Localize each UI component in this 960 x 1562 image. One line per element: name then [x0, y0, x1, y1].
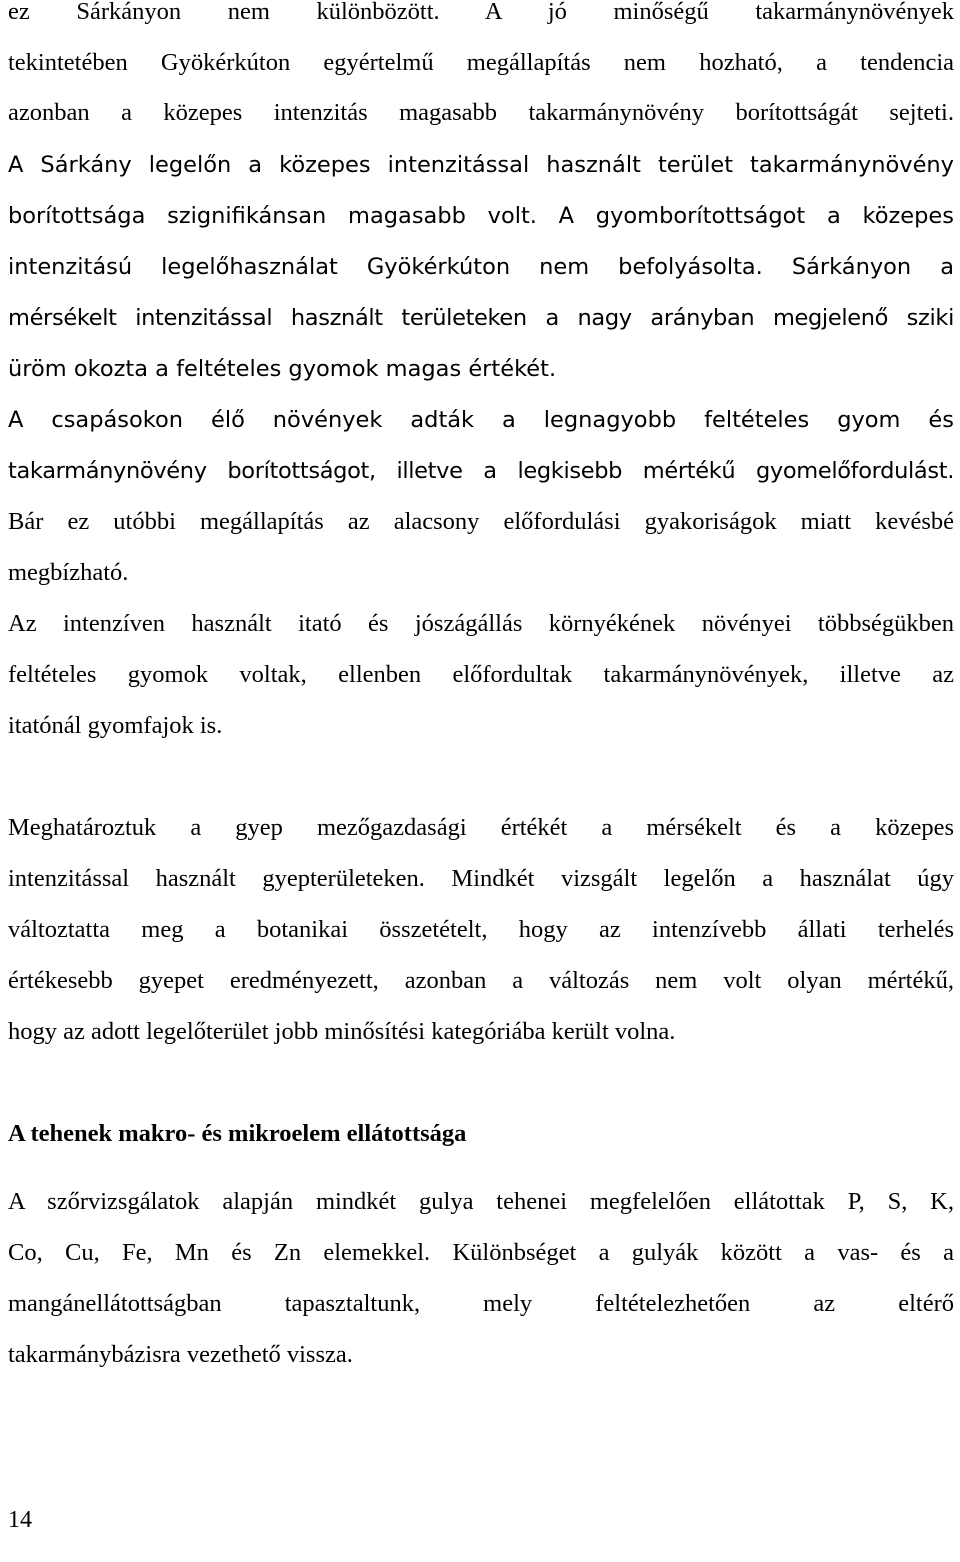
- paragraph-line: A csapásokon élő növények adták a legnagyobb feltételes gyom és: [8, 407, 954, 433]
- paragraph-line: feltételes gyomok voltak, ellenben előfordultak takarmánynövények, illetve az: [8, 661, 954, 688]
- paragraph-line: Az intenzíven használt itató és jószágállás környékének növényei többségükben: [8, 610, 954, 637]
- page-number: 14: [8, 1507, 32, 1533]
- paragraph-line: azonban a közepes intenzitás magasabb takarmánynövény borítottságát sejteti.: [8, 99, 954, 126]
- paragraph-line: takarmánybázisra vezethető vissza.: [8, 1341, 353, 1368]
- paragraph-line: Meghatároztuk a gyep mezőgazdasági értékét a mérsékelt és a közepes: [8, 814, 954, 841]
- paragraph-line: ez Sárkányon nem különbözött. A jó minőségű takarmánynövények: [8, 0, 954, 25]
- paragraph-line: itatónál gyomfajok is.: [8, 712, 223, 739]
- paragraph-line: A Sárkány legelőn a közepes intenzitással használt terület takarmánynövény: [8, 152, 954, 178]
- paragraph-line: borítottsága szignifikánsan magasabb volt. A gyomborítottságot a közepes: [8, 203, 954, 229]
- paragraph-line: intenzitással használt gyepterületeken. Mindkét vizsgált legelőn a használat úgy: [8, 865, 954, 892]
- paragraph-line: üröm okozta a feltételes gyomok magas értékét.: [8, 356, 557, 382]
- paragraph-line: megbízható.: [8, 559, 129, 586]
- paragraph-line: Co, Cu, Fe, Mn és Zn elemekkel. Különbséget a gulyák között a vas- és a: [8, 1239, 954, 1266]
- paragraph-line: takarmánynövény borítottságot, illetve a legkisebb mértékű gyomelőfordulást.: [8, 458, 954, 484]
- paragraph-line: hogy az adott legelőterület jobb minősítési kategóriába került volna.: [8, 1018, 676, 1045]
- paragraph-line: intenzitású legelőhasználat Gyökérkúton nem befolyásolta. Sárkányon a: [8, 254, 954, 280]
- section-heading: A tehenek makro- és mikroelem ellátottsága: [8, 1120, 467, 1147]
- paragraph-line: mérsékelt intenzitással használt területeken a nagy arányban megjelenő sziki: [8, 305, 954, 331]
- paragraph-line: tekintetében Gyökérkúton egyértelmű megállapítás nem hozható, a tendencia: [8, 49, 954, 76]
- paragraph-line: változtatta meg a botanikai összetételt, hogy az intenzívebb állati terhelés: [8, 916, 954, 943]
- paragraph-line: A szőrvizsgálatok alapján mindkét gulya tehenei megfelelően ellátottak P, S, K,: [8, 1188, 954, 1215]
- paragraph-line: Bár ez utóbbi megállapítás az alacsony előfordulási gyakoriságok miatt kevésbé: [8, 508, 954, 535]
- paragraph-line: értékesebb gyepet eredményezett, azonban a változás nem volt olyan mértékű,: [8, 967, 954, 994]
- paragraph-line: mangánellátottságban tapasztaltunk, mely feltételezhetően az eltérő: [8, 1290, 954, 1317]
